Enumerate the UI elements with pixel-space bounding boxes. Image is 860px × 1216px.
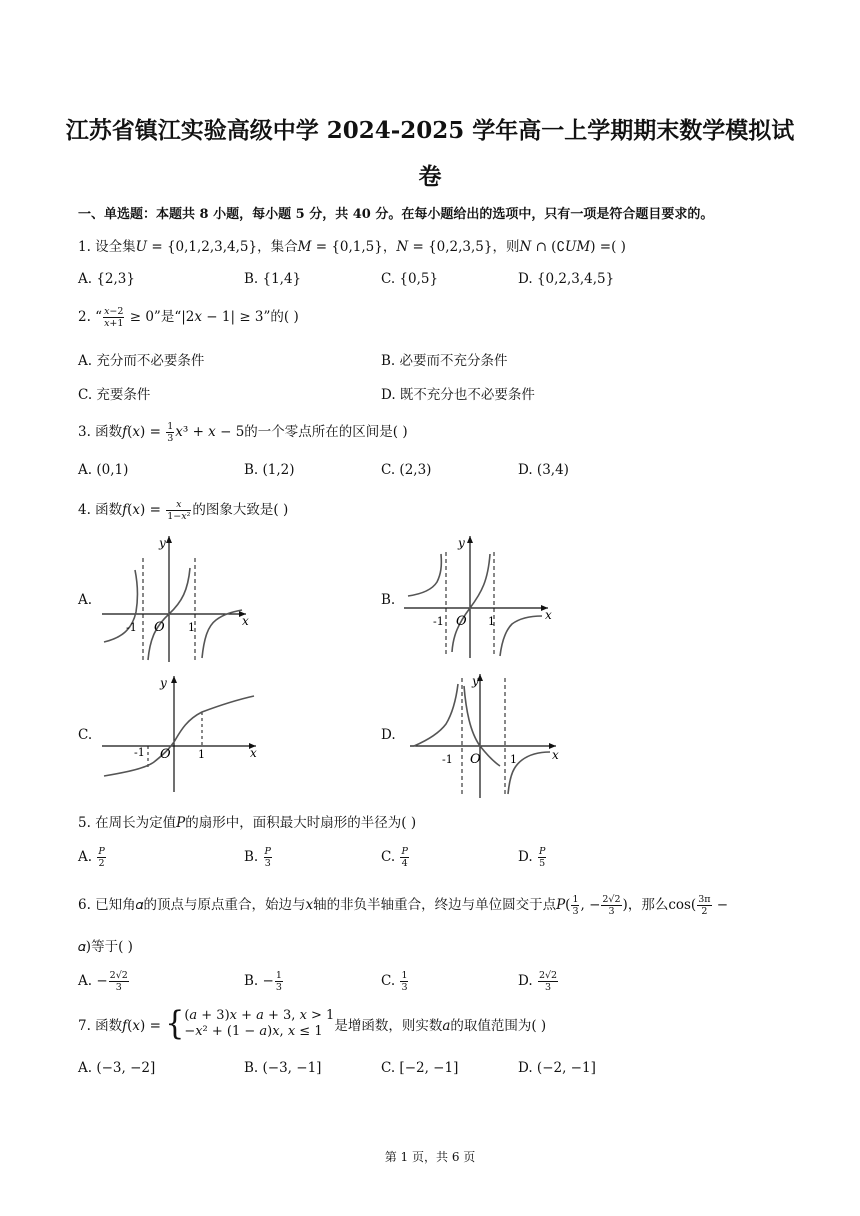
q5-d-num: 𝑃 — [538, 846, 546, 857]
q7-case-1: (𝑎 + 3)𝑥 + 𝑎 + 3, 𝑥 > 1 — [184, 1008, 335, 1023]
q6-d-label: D. — [518, 973, 537, 989]
q3-pre: 3. 函数𝑓(𝑥) = — [78, 424, 166, 440]
q2-option-c: C. 充要条件 — [78, 387, 151, 403]
q2-option-d: D. 既不充分也不必要条件 — [381, 387, 535, 403]
tick-label-neg1: -1 — [126, 621, 137, 634]
q6-b-den: 3 — [275, 982, 282, 993]
q6-d-num: 2√2 — [538, 970, 558, 981]
question-4-stem — [78, 498, 288, 522]
q6-pre: 6. 已知角𝛼的顶点与原点重合，始边与𝑥轴的非负半轴重合，终边与单位圆交于点𝑃( — [78, 897, 571, 913]
q4-option-c: C. — [78, 727, 93, 743]
q2-option-b: B. 必要而不充分条件 — [381, 353, 508, 369]
q6-option-a — [78, 970, 130, 993]
q5-b-label: B. — [244, 849, 263, 865]
question-5-stem: 5. 在周长为定值𝑃的扇形中，面积最大时扇形的半径为( ) — [78, 815, 417, 831]
y-axis-arrow-icon — [467, 536, 473, 543]
q5-option-a — [78, 846, 107, 869]
q5-a-fraction — [97, 846, 105, 869]
title-line-2: 卷 — [418, 163, 442, 190]
q4-graph-b — [400, 532, 560, 662]
q6-end1: − — [712, 897, 729, 913]
tick-label-neg1: -1 — [134, 746, 145, 759]
tick-label-1: 1 — [188, 621, 195, 634]
q5-a-den: 2 — [98, 858, 105, 869]
q6-option-b — [244, 970, 284, 993]
q6-c-label: C. — [381, 973, 400, 989]
q4-graph-a — [96, 530, 256, 666]
q6-a-num: 2√2 — [109, 970, 128, 981]
q3-post: 𝑥³ + 𝑥 − 5的一个零点所在的区间是( ) — [175, 424, 408, 440]
q5-b-num: 𝑃 — [264, 846, 271, 857]
q6-f2-num: 2√2 — [602, 894, 621, 905]
q5-d-label: D. — [518, 849, 537, 865]
q6-d-den: 3 — [544, 982, 552, 993]
q4-fraction — [166, 499, 191, 522]
q3-option-d: D. (3,4) — [518, 462, 569, 478]
question-1-stem: 1. 设全集𝑈 = {0,1,2,3,4,5}，集合𝑀 = {0,1,5}，𝑁 = {0,2,3,5}，则𝑁 ∩ (∁𝑈𝑀) =( ) — [78, 239, 626, 255]
q6-fraction-2 — [601, 894, 621, 917]
q5-b-den: 3 — [264, 858, 271, 869]
q6-option-d — [518, 970, 559, 993]
q2-pre: 2. “ — [78, 309, 103, 325]
q6-a-fraction — [109, 970, 129, 993]
q6-f3-den: 2 — [701, 906, 708, 917]
x-label: x — [242, 614, 249, 628]
q6-mid: , − — [580, 897, 601, 913]
question-2-stem — [78, 305, 299, 329]
curve — [104, 696, 254, 776]
y-label: y — [472, 674, 479, 688]
q5-d-den: 5 — [539, 858, 546, 869]
q4-post: 的图象大致是( ) — [192, 502, 289, 518]
q2-denominator: 𝑥+1 — [104, 318, 124, 329]
q5-a-num: 𝑃 — [98, 846, 105, 857]
q5-option-c — [381, 846, 410, 869]
origin-label: O — [154, 620, 165, 635]
q3-option-c: C. (2,3) — [381, 462, 432, 478]
q5-c-num: 𝑃 — [401, 846, 408, 857]
q7-post: 是增函数，则实数𝑎的取值范围为( ) — [334, 1018, 547, 1034]
tick-label-1: 1 — [488, 615, 495, 628]
q1-option-a: A. {2,3} — [78, 271, 135, 287]
y-axis-arrow-icon — [166, 536, 172, 543]
q6-mid2: )，那么cos( — [622, 897, 697, 913]
q4-graph-d — [406, 670, 570, 802]
curve-right — [500, 616, 542, 656]
q5-option-b — [244, 846, 273, 869]
title-line-1: 江苏省镇江实验高级中学 2024-2025 学年高一上学期期末数学模拟试 — [65, 117, 795, 144]
q6-fraction-3 — [697, 894, 711, 917]
q6-c-den: 3 — [401, 982, 408, 993]
q6-f3-num: 3π — [698, 894, 711, 905]
q5-c-fraction — [400, 846, 408, 869]
q5-d-fraction — [538, 846, 546, 869]
q5-c-den: 4 — [401, 858, 408, 869]
q4-numerator: 𝑥 — [166, 499, 191, 511]
q6-c-fraction — [400, 970, 408, 993]
q6-b-fraction — [275, 970, 283, 993]
q6-c-num: 1 — [401, 970, 408, 981]
q4-option-d: D. — [381, 727, 396, 743]
q6-a-label: A. − — [78, 973, 108, 989]
origin-label: O — [456, 614, 467, 629]
y-label: y — [458, 536, 465, 550]
question-6-stem-line-2: 𝛼)等于( ) — [78, 939, 133, 955]
curve-left — [414, 684, 458, 746]
question-3-stem — [78, 420, 408, 444]
origin-label: O — [160, 747, 171, 762]
origin-label: O — [470, 752, 481, 767]
x-label: x — [545, 608, 552, 622]
q2-post: ≥ 0”是“|2𝑥 − 1| ≥ 3”的( ) — [125, 309, 299, 325]
q5-a-label: A. — [78, 849, 97, 865]
section-heading: 一、单选题：本题共 8 小题，每小题 5 分，共 40 分。在每小题给出的选项中，只有一项是符合题目要求的。 — [78, 207, 714, 222]
question-6-stem-line-1 — [78, 893, 728, 917]
q7-brace: { — [165, 1004, 185, 1043]
q2-numerator: 𝑥−2 — [104, 306, 124, 317]
tick-label-1: 1 — [510, 753, 517, 766]
q3-numerator: 1 — [167, 421, 174, 432]
curve-right — [202, 610, 242, 658]
q1-option-c: C. {0,5} — [381, 271, 439, 287]
q6-d-fraction — [538, 970, 558, 993]
q4-option-a: A. — [78, 592, 93, 608]
curve-left — [408, 554, 441, 596]
y-axis-arrow-icon — [171, 676, 177, 683]
q5-c-label: C. — [381, 849, 400, 865]
q2-fraction — [103, 306, 124, 329]
x-label: x — [250, 746, 257, 760]
q1-option-b: B. {1,4} — [244, 271, 302, 287]
q3-option-b: B. (1,2) — [244, 462, 295, 478]
q6-fraction-1 — [571, 894, 579, 917]
tick-label-1: 1 — [198, 748, 205, 761]
tick-label-neg1: -1 — [433, 615, 444, 628]
q7-cases — [184, 1008, 334, 1040]
q4-pre: 4. 函数𝑓(𝑥) = — [78, 502, 166, 518]
y-label: y — [159, 536, 166, 550]
q7-option-a: A. (−3, −2] — [78, 1060, 156, 1076]
page-footer: 第 1 页，共 6 页 — [384, 1150, 476, 1164]
curve-middle — [452, 554, 490, 652]
q7-option-b: B. (−3, −1] — [244, 1060, 322, 1076]
q2-option-a: A. 充分而不必要条件 — [78, 353, 205, 369]
q4-graph-c — [98, 672, 264, 794]
tick-label-neg1: -1 — [442, 753, 453, 766]
question-7-stem — [78, 1004, 547, 1043]
q7-case-2: −𝑥² + (1 − 𝑎)𝑥, 𝑥 ≤ 1 — [184, 1024, 323, 1039]
q6-f1-num: 1 — [572, 894, 579, 905]
q6-f1-den: 3 — [572, 906, 579, 917]
q3-option-a: A. (0,1) — [78, 462, 129, 478]
q6-b-label: B. − — [244, 973, 274, 989]
q4-option-b: B. — [381, 592, 396, 608]
q6-f2-den: 3 — [608, 906, 615, 917]
q3-denominator: 3 — [167, 433, 174, 444]
q4-denominator: 1−𝑥² — [167, 511, 191, 522]
q7-option-d: D. (−2, −1] — [518, 1060, 596, 1076]
q3-fraction — [166, 421, 174, 444]
y-label: y — [160, 676, 167, 690]
q1-option-d: D. {0,2,3,4,5} — [518, 271, 615, 287]
q6-a-den: 3 — [115, 982, 122, 993]
q5-option-d — [518, 846, 547, 869]
q7-option-c: C. [−2, −1] — [381, 1060, 459, 1076]
x-label: x — [552, 748, 559, 762]
q6-b-num: 1 — [275, 970, 282, 981]
q5-b-fraction — [264, 846, 272, 869]
q7-pre: 7. 函数𝑓(𝑥) = — [78, 1018, 166, 1034]
q6-option-c — [381, 970, 409, 993]
